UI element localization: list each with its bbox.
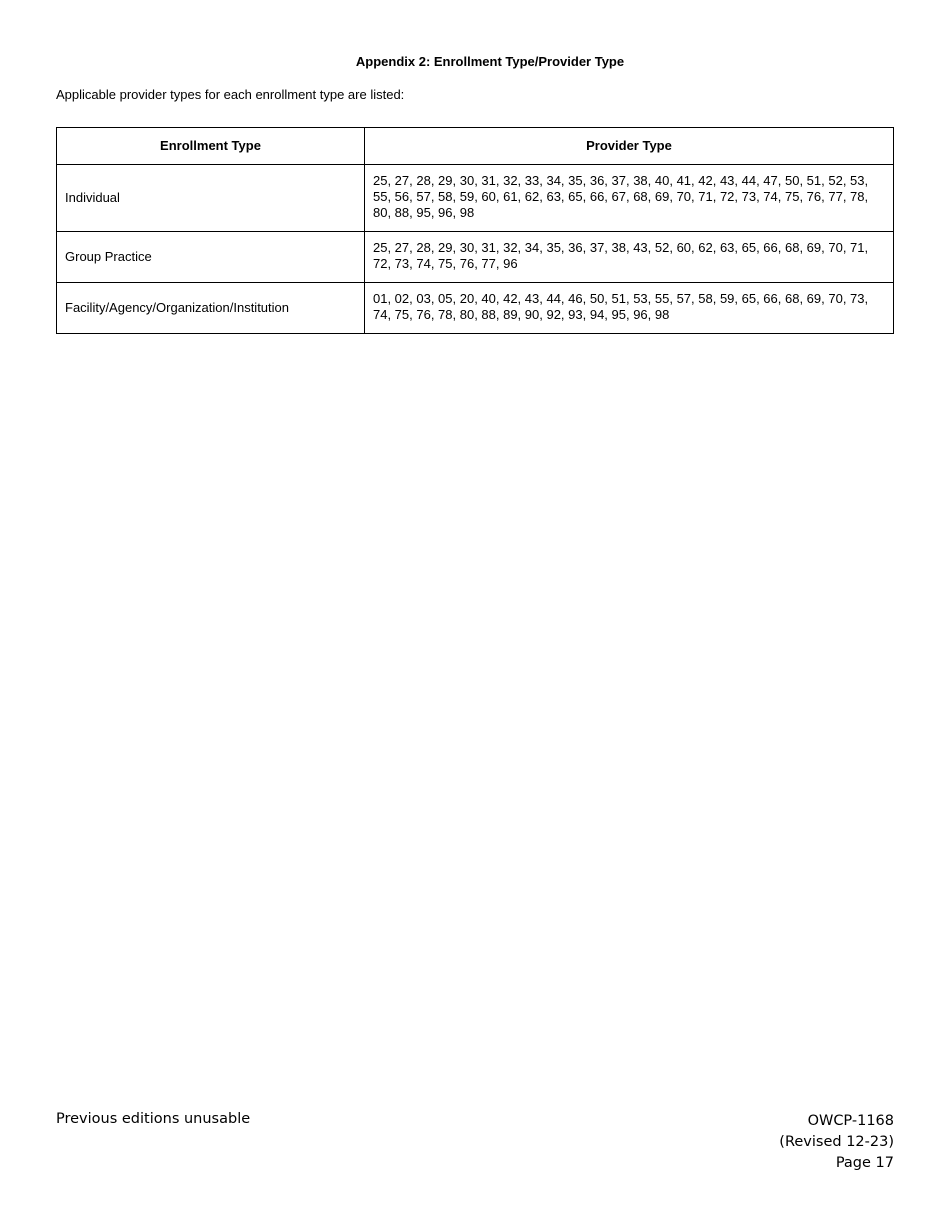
footer-form-number: OWCP-1168 (807, 1113, 894, 1129)
provider-type-cell: 25, 27, 28, 29, 30, 31, 32, 33, 34, 35, 36, 37, 38, 40, 41, 42, 43, 44, 47, 50, 51, 52, 53, 55, 56, 57, 58, 59, 60, 61, 62, 63, 65, 66, 67, 68, 69, 70, 71, 72, 73, 74, 75, 76, 77, 78, 80, 88, 95, 96, 98 (365, 165, 894, 232)
page-title: Appendix 2: Enrollment Type/Provider Type (355, 54, 625, 69)
enrollment-type-cell: Facility/Agency/Organization/Institution (57, 283, 365, 334)
table-header-row (57, 128, 894, 165)
enrollment-type-cell: Individual (57, 165, 365, 232)
header-provider-type: Provider Type (365, 128, 894, 165)
table-row (57, 283, 894, 334)
table-row (57, 232, 894, 283)
intro-text: Applicable provider types for each enrollment type are listed: (56, 87, 405, 102)
header-enrollment-type: Enrollment Type (57, 128, 365, 165)
table-row (57, 165, 894, 232)
enrollment-type-cell: Group Practice (57, 232, 365, 283)
footer-editions-note: Previous editions unusable (56, 1111, 251, 1127)
enrollment-provider-table (56, 127, 894, 334)
provider-type-cell: 25, 27, 28, 29, 30, 31, 32, 34, 35, 36, 37, 38, 43, 52, 60, 62, 63, 65, 66, 68, 69, 70, 71, 72, 73, 74, 75, 76, 77, 96 (365, 232, 894, 283)
footer-form-info (779, 1111, 894, 1174)
footer-page-number: Page 17 (835, 1155, 894, 1171)
footer-revision: (Revised 12-23) (779, 1134, 894, 1150)
provider-type-cell: 01, 02, 03, 05, 20, 40, 42, 43, 44, 46, 50, 51, 53, 55, 57, 58, 59, 65, 66, 68, 69, 70, 73, 74, 75, 76, 78, 80, 88, 89, 90, 92, 93, 94, 95, 96, 98 (365, 283, 894, 334)
